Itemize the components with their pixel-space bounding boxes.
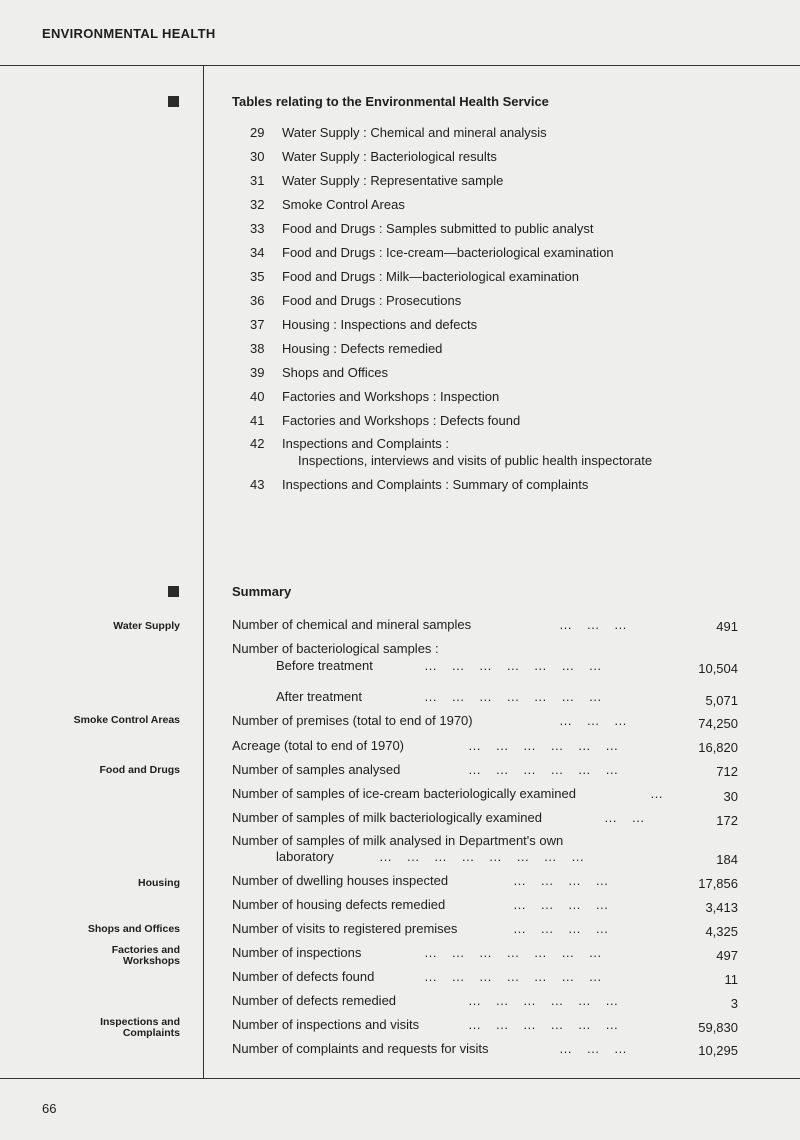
side-label-housing: Housing xyxy=(138,877,180,889)
row-label: laboratory xyxy=(276,849,334,864)
row-value: 712 xyxy=(716,764,738,779)
section-bullet-icon xyxy=(168,586,179,597)
row-label: Acreage (total to end of 1970) xyxy=(232,738,405,753)
leader-dots: … … … … … … … xyxy=(424,945,602,960)
side-label-inspections: Inspections and Complaints xyxy=(100,1016,180,1039)
row-label: Before treatment xyxy=(276,658,373,673)
tables-section-title: Tables relating to the Environmental Health Service xyxy=(232,94,549,109)
row-value: 10,295 xyxy=(698,1043,738,1058)
row-value: 497 xyxy=(716,948,738,963)
leader-dots: … … … … xyxy=(513,873,609,888)
section-bullet-icon xyxy=(168,96,179,107)
leader-dots: … … … … … … xyxy=(468,738,619,753)
top-rule xyxy=(0,65,800,66)
side-label-factories: Factories and Workshops xyxy=(111,944,180,967)
row-label: Number of premises (total to end of 1970) xyxy=(232,713,473,728)
leader-dots: … … … … … … xyxy=(468,762,619,777)
row-value: 59,830 xyxy=(698,1020,738,1035)
row-label: After treatment xyxy=(276,689,362,704)
row-value: 491 xyxy=(716,619,738,634)
side-label-smoke-control: Smoke Control Areas xyxy=(73,714,180,726)
row-value: 5,071 xyxy=(705,693,738,708)
side-label-water-supply: Water Supply xyxy=(113,620,180,632)
row-label: Number of bacteriological samples : xyxy=(232,641,439,656)
row-value: 3 xyxy=(730,996,738,1011)
leader-dots: … xyxy=(650,786,663,801)
row-value: 11 xyxy=(724,972,738,987)
row-label: Number of samples of milk bacteriologically examined xyxy=(232,810,542,825)
row-value: 10,504 xyxy=(698,661,738,676)
row-label: Number of defects found xyxy=(232,969,375,984)
leader-dots: … … … … … … … xyxy=(424,689,602,704)
leader-dots: … … xyxy=(604,810,645,825)
toc-item-subline: Inspections, interviews and visits of public health inspectorate xyxy=(298,453,653,468)
leader-dots: … … … … … … xyxy=(468,1017,619,1032)
row-value: 172 xyxy=(716,813,738,828)
leader-dots: … … … xyxy=(559,713,627,728)
leader-dots: … … … … … … xyxy=(468,993,619,1008)
row-label: Number of dwelling houses inspected xyxy=(232,873,449,888)
summary-section-title: Summary xyxy=(232,584,292,599)
row-label: Number of defects remedied xyxy=(232,993,397,1008)
page-number: 66 xyxy=(42,1101,57,1116)
side-label-food-drugs: Food and Drugs xyxy=(99,764,180,776)
leader-dots: … … … … … … … xyxy=(424,658,602,673)
leader-dots: … … … … xyxy=(513,897,609,912)
leader-dots: … … … xyxy=(559,617,627,632)
row-label: Number of samples of milk analysed in Department's own xyxy=(232,833,564,848)
row-value: 30 xyxy=(723,789,738,804)
row-label: Number of complaints and requests for visits xyxy=(232,1041,489,1056)
row-label: Number of inspections xyxy=(232,945,362,960)
row-label: Number of chemical and mineral samples xyxy=(232,617,472,632)
row-label: Number of samples analysed xyxy=(232,762,401,777)
row-value: 184 xyxy=(716,852,738,867)
row-value: 17,856 xyxy=(698,876,738,891)
leader-dots: … … … … … … … xyxy=(424,969,602,984)
row-value: 4,325 xyxy=(705,924,738,939)
bottom-rule xyxy=(0,1078,800,1079)
page-header-title: ENVIRONMENTAL HEALTH xyxy=(42,26,216,41)
row-label: Number of housing defects remedied xyxy=(232,897,446,912)
row-value: 16,820 xyxy=(698,740,738,755)
side-label-shops-offices: Shops and Offices xyxy=(87,923,180,935)
leader-dots: … … … … xyxy=(513,921,609,936)
row-label: Number of inspections and visits xyxy=(232,1017,420,1032)
row-value: 3,413 xyxy=(705,900,738,915)
vertical-rule xyxy=(203,65,204,1079)
row-value: 74,250 xyxy=(698,716,738,731)
leader-dots: … … … xyxy=(559,1041,627,1056)
row-label: Number of samples of ice-cream bacteriologically examined xyxy=(232,786,576,801)
row-label: Number of visits to registered premises xyxy=(232,921,458,936)
leader-dots: … … … … … … … … xyxy=(379,849,585,864)
